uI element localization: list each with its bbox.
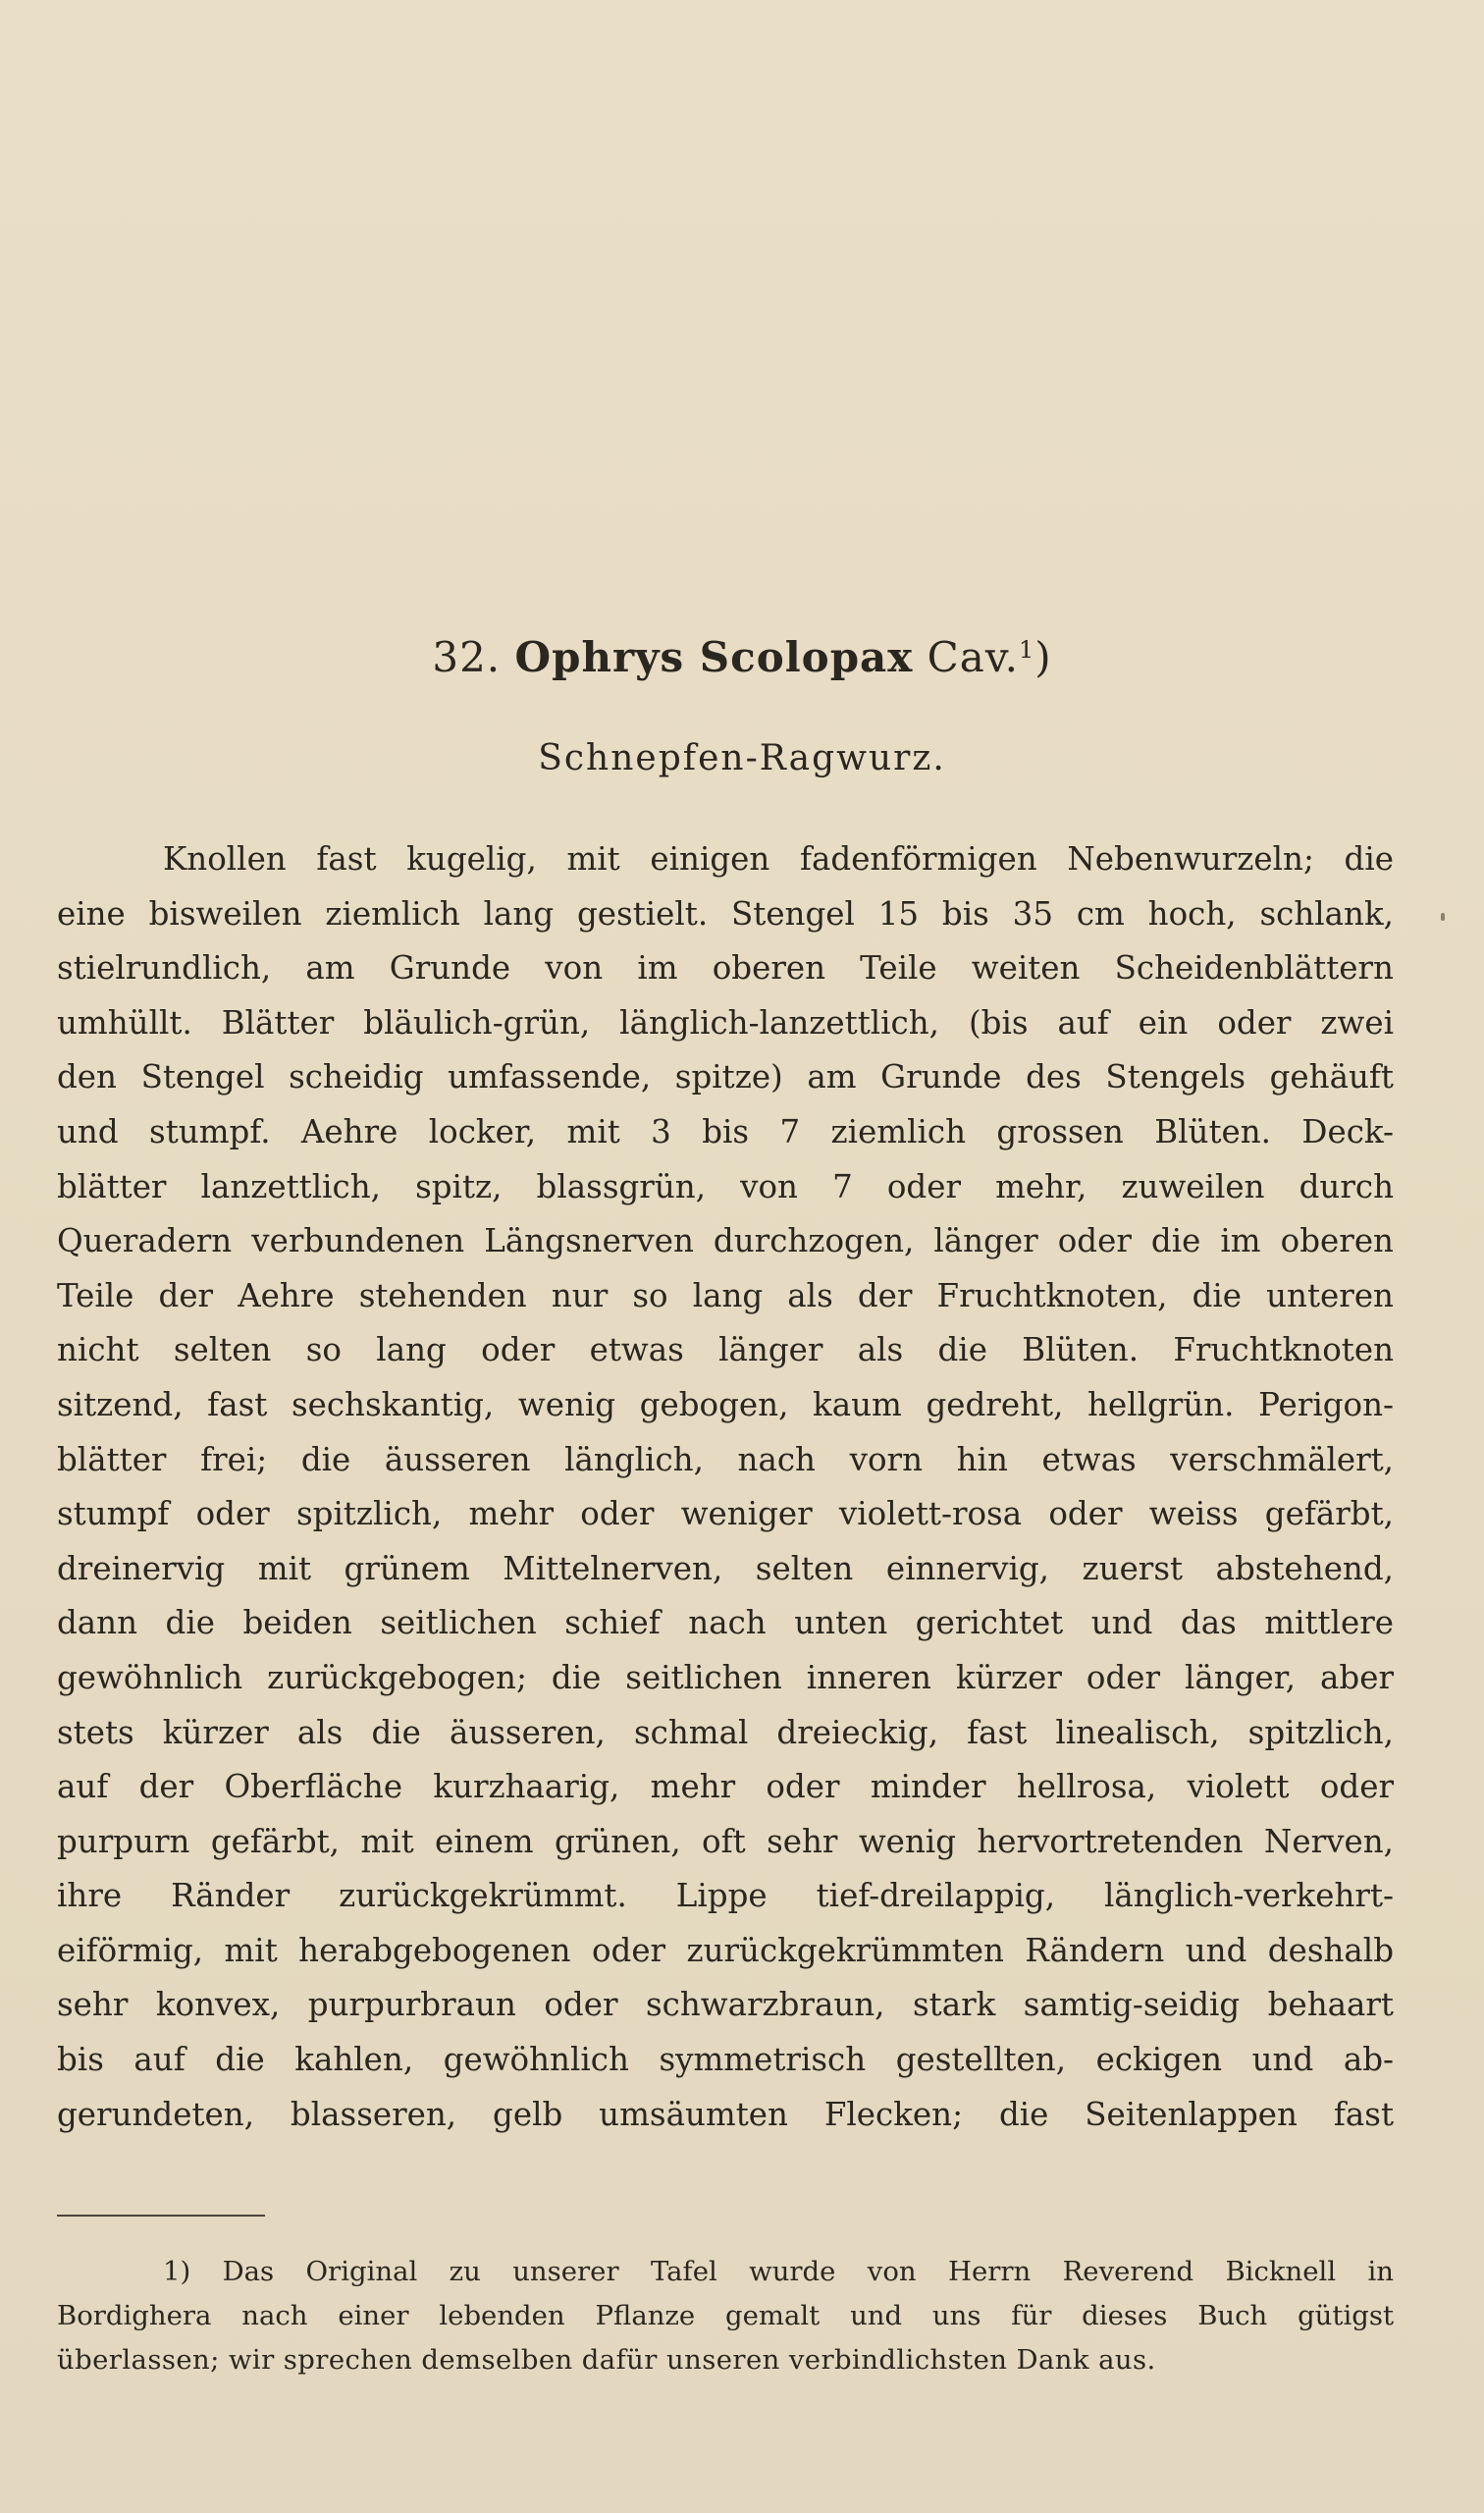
body-line: dann die beiden seitlichen schief nach unten gerichtet und das mittlere (57, 1604, 1394, 1642)
body-line: Knollen fast kugelig, mit einigen fadenförmigen Nebenwurzeln; die (163, 840, 1394, 878)
footnote-reference: 1 (1018, 636, 1035, 664)
body-line: den Stengel scheidig umfassende, spitze) am Grunde des Stengels gehäuft (57, 1058, 1394, 1096)
footnote (57, 2250, 1394, 2382)
description-paragraph (57, 832, 1394, 2142)
body-line: nicht selten so lang oder etwas länger als die Blüten. Fruchtknoten (57, 1331, 1394, 1369)
body-line: eine bisweilen ziemlich lang gestielt. Stengel 15 bis 35 cm hoch, schlank, (57, 894, 1394, 933)
body-line: Teile der Aehre stehenden nur so lang als der Fruchtknoten, die unteren (57, 1276, 1394, 1314)
species-heading (0, 628, 1484, 687)
body-line: stumpf oder spitzlich, mehr oder weniger violett-rosa oder weiss gefärbt, (57, 1495, 1394, 1533)
body-line: ihre Ränder zurückgekrümmt. Lippe tief-dreilappig, länglich-verkehrt- (57, 1877, 1394, 1915)
body-line: auf der Oberfläche kurzhaarig, mehr oder minder hellrosa, violett oder (57, 1768, 1394, 1806)
body-line: stielrundlich, am Grunde von im oberen Teile weiten Scheidenblättern (57, 949, 1394, 988)
species-author: Cav. (927, 633, 1019, 681)
footnote-divider (57, 2215, 265, 2217)
body-line: eiförmig, mit herabgebogenen oder zurückgekrümmten Rändern und deshalb (57, 1931, 1394, 1969)
body-line: stets kürzer als die äusseren, schmal dreieckig, fast linealisch, spitzlich, (57, 1713, 1394, 1751)
body-line: bis auf die kahlen, gewöhnlich symmetrisch gestellten, eckigen und ab- (57, 2041, 1394, 2079)
heading-closing-paren: ) (1034, 633, 1052, 681)
body-line: sehr konvex, purpurbraun oder schwarzbraun, stark samtig-seidig behaart (57, 1986, 1394, 2024)
body-line: blätter frei; die äusseren länglich, nach vorn hin etwas verschmälert, (57, 1440, 1394, 1478)
body-line: gewöhnlich zurückgebogen; die seitlichen inneren kürzer oder länger, aber (57, 1658, 1394, 1696)
body-line: Queradern verbundenen Längsnerven durchzogen, länger oder die im oberen (57, 1222, 1394, 1260)
footnote-line: überlassen; wir sprechen demselben dafür unseren verbindlichsten Dank aus. (57, 2344, 1156, 2376)
body-line: und stumpf. Aehre locker, mit 3 bis 7 ziemlich grossen Blüten. Deck- (57, 1112, 1394, 1150)
species-number: 32. (432, 633, 502, 681)
species-name: Ophrys Scolopax (514, 633, 914, 681)
margin-mark (1441, 913, 1445, 921)
common-name: Schnepfen-Ragwurz. (538, 738, 946, 778)
footnote-line: Bordighera nach einer lebenden Pflanze gemalt und uns für dieses Buch gütigst (57, 2300, 1394, 2331)
footnote-line: 1) Das Original zu unserer Tafel wurde von Herrn Reverend Bicknell in (163, 2256, 1394, 2287)
body-line: gerundeten, blasseren, gelb umsäumten Flecken; die Seitenlappen fast (57, 2095, 1394, 2133)
body-line: dreinervig mit grünem Mittelnerven, selten einnervig, zuerst abstehend, (57, 1549, 1394, 1587)
body-line: umhüllt. Blätter bläulich-grün, länglich-lanzettlich, (bis auf ein oder zwei (57, 1003, 1394, 1042)
body-line: purpurn gefärbt, mit einem grünen, oft sehr wenig hervortretenden Nerven, (57, 1822, 1394, 1860)
body-line: sitzend, fast sechskantig, wenig gebogen, kaum gedreht, hellgrün. Perigon- (57, 1385, 1394, 1423)
body-line: blätter lanzettlich, spitz, blassgrün, von 7 oder mehr, zuweilen durch (57, 1167, 1394, 1205)
